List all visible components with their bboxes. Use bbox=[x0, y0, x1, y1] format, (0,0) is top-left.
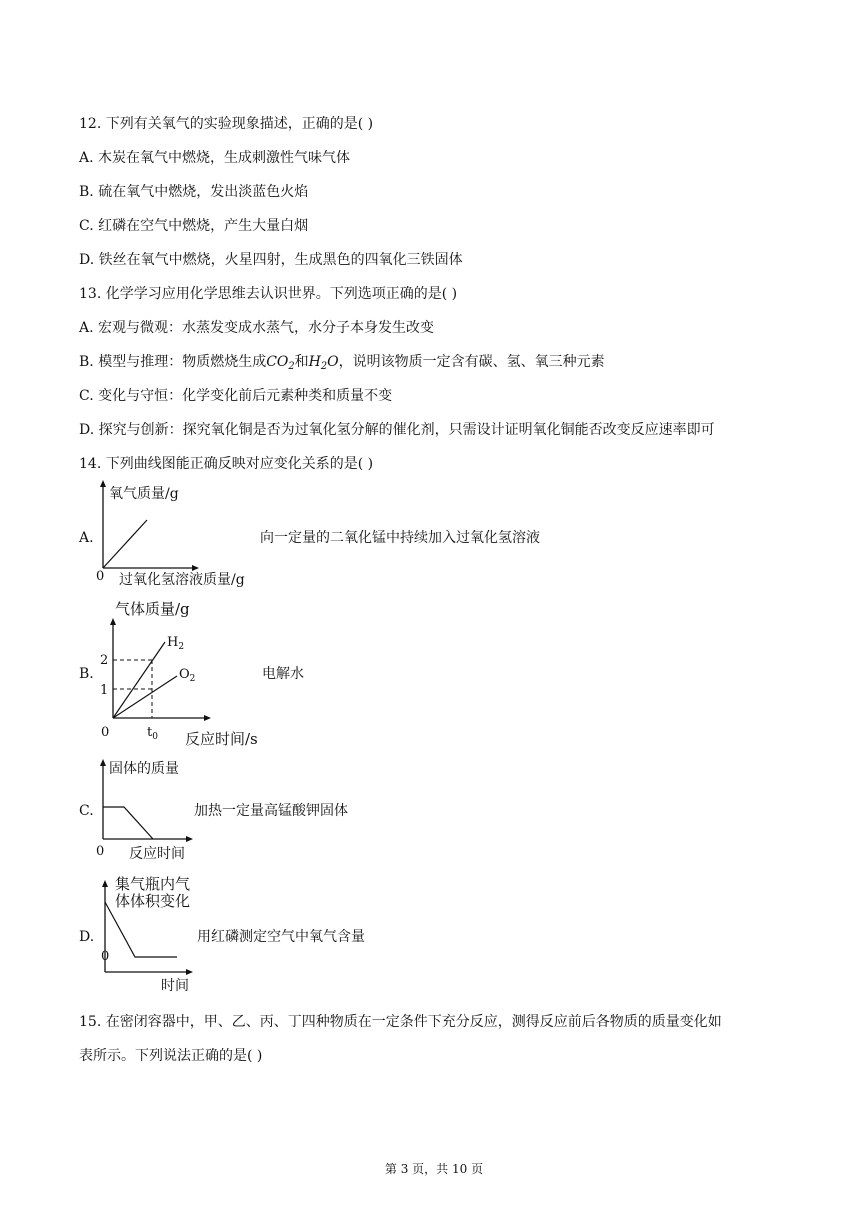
formula-h2o bbox=[309, 354, 339, 370]
q12-stem: 12. 下列有关氧气的实验现象描述，正确的是( ) bbox=[79, 116, 374, 132]
graph-b-origin: 0 bbox=[101, 725, 110, 740]
graph-c-ylabel: 固体的质量 bbox=[109, 761, 179, 777]
q13-option-b-prefix: B. 模型与推理：物质燃烧生成 bbox=[79, 354, 267, 370]
graph-c-xlabel: 反应时间 bbox=[129, 846, 185, 862]
graph-b-label-h2 bbox=[167, 635, 184, 652]
q13-option-b-and: 和 bbox=[294, 354, 309, 370]
graph-a-origin: 0 bbox=[96, 569, 105, 584]
q13-option-b-suffix: ，说明该物质一定含有碳、氢、氧三种元素 bbox=[338, 354, 605, 370]
q14-option-b-letter: B. bbox=[79, 666, 94, 682]
q13-option-b bbox=[79, 352, 605, 377]
q14-graph-d bbox=[95, 872, 205, 996]
graph-d-origin: 0 bbox=[101, 949, 110, 964]
q13-option-d: D. 探究与创新：探究氧化铜是否为过氧化氢分解的催化剂，只需设计证明氧化铜能否改变反应速率即可 bbox=[79, 422, 715, 438]
graph-c-y-arrow bbox=[100, 759, 106, 766]
q14-option-d-desc: 用红磷测定空气中氧气含量 bbox=[197, 929, 365, 945]
graph-b-label-o: O bbox=[179, 667, 190, 682]
q15-stem-line2: 表所示。下列说法正确的是( ) bbox=[79, 1048, 263, 1064]
graph-a-y-arrow bbox=[100, 480, 106, 487]
q14-option-b-desc: 电解水 bbox=[262, 666, 304, 682]
formula-h2o-h: H bbox=[308, 354, 321, 370]
q12-option-d: D. 铁丝在氧气中燃烧，火星四射，生成黑色的四氧化三铁固体 bbox=[79, 252, 463, 268]
q14-option-c-letter: C. bbox=[79, 803, 94, 819]
graph-d-ylabel-line2: 体体积变化 bbox=[115, 892, 191, 910]
graph-d-xlabel: 时间 bbox=[161, 978, 189, 994]
graph-b-xlabel: 反应时间/s bbox=[185, 730, 258, 748]
graph-b-tick-y1: 1 bbox=[100, 683, 109, 698]
graph-b-tick-y2: 2 bbox=[100, 653, 109, 668]
q14-graph-a bbox=[95, 478, 275, 590]
q14-graph-b bbox=[95, 596, 285, 748]
graph-b-y-arrow bbox=[110, 618, 116, 625]
graph-a-curve bbox=[103, 520, 147, 568]
q13-option-c: C. 变化与守恒：化学变化前后元素种类和质量不变 bbox=[79, 388, 393, 404]
graph-a-xlabel: 过氧化氢溶液质量/g bbox=[119, 572, 245, 588]
graph-b-label-o2 bbox=[179, 667, 195, 684]
graph-d-curve bbox=[105, 902, 177, 957]
q13-option-a: A. 宏观与微观：水蒸发变成水蒸气，水分子本身发生改变 bbox=[79, 320, 435, 336]
graph-c-origin: 0 bbox=[96, 844, 105, 859]
q12-option-c: C. 红磷在空气中燃烧，产生大量白烟 bbox=[79, 218, 309, 234]
graph-b-tick-t: t bbox=[147, 725, 153, 740]
graph-b-x-arrow bbox=[204, 715, 211, 721]
q14-stem: 14. 下列曲线图能正确反映对应变化关系的是( ) bbox=[79, 456, 374, 472]
q14-option-a-desc: 向一定量的二氧化锰中持续加入过氧化氢溶液 bbox=[260, 530, 540, 546]
graph-b-line-h2 bbox=[113, 642, 165, 718]
graph-b-tick-t0 bbox=[147, 725, 158, 742]
graph-d-ylabel-line1: 集气瓶内气 bbox=[115, 875, 191, 893]
formula-co2-subscript: 2 bbox=[288, 361, 295, 372]
q13-stem: 13. 化学学习应用化学思维去认识世界。下列选项正确的是( ) bbox=[79, 286, 458, 302]
graph-a-x-arrow bbox=[192, 565, 199, 571]
formula-co2-text: CO bbox=[266, 354, 289, 370]
graph-b-label-o-sub: 2 bbox=[189, 674, 196, 684]
graph-b-label-h-sub: 2 bbox=[178, 642, 185, 652]
q14-option-c-desc: 加热一定量高锰酸钾固体 bbox=[194, 803, 348, 819]
q12-option-b: B. 硫在氧气中燃烧，发出淡蓝色火焰 bbox=[79, 184, 309, 200]
q12-option-a: A. 木炭在氧气中燃烧，生成刺激性气味气体 bbox=[79, 150, 351, 166]
formula-h2o-o: O bbox=[327, 354, 339, 370]
graph-c-x-arrow bbox=[186, 836, 193, 842]
graph-c-curve bbox=[103, 807, 153, 839]
graph-d-x-arrow bbox=[186, 969, 193, 975]
formula-co2 bbox=[266, 354, 294, 370]
graph-d-y-arrow bbox=[102, 880, 108, 887]
q14-graph-c bbox=[95, 755, 205, 865]
page-footer: 第 3 页，共 10 页 bbox=[384, 1162, 484, 1176]
graph-b-ylabel: 气体质量/g bbox=[115, 600, 190, 618]
q14-option-d-letter: D. bbox=[79, 929, 95, 945]
graph-b-label-h: H bbox=[167, 635, 179, 650]
q15-stem-line1: 15. 在密闭容器中，甲、乙、丙、丁四种物质在一定条件下充分反应，测得反应前后各物质的质量变化如 bbox=[79, 1014, 722, 1030]
q14-option-a-letter: A. bbox=[79, 530, 94, 546]
graph-b-line-o2 bbox=[113, 676, 177, 718]
graph-a-ylabel: 氧气质量/g bbox=[109, 486, 179, 502]
graph-b-tick-t-sub: 0 bbox=[152, 732, 158, 742]
formula-h2o-subscript: 2 bbox=[320, 361, 328, 372]
